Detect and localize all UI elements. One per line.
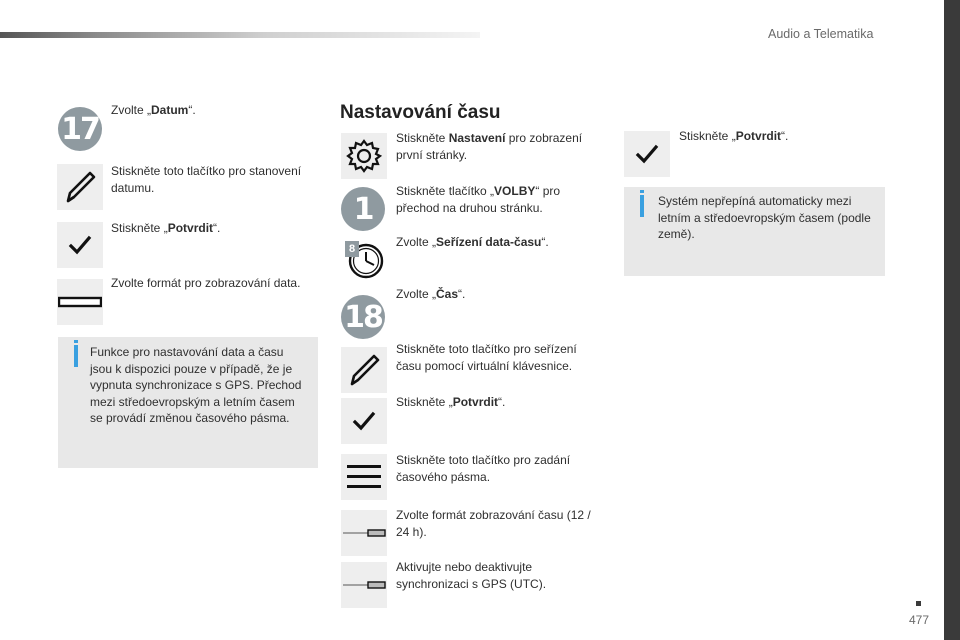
mid-step-5: Stiskněte toto tlačítko pro seřízení času pomocí virtuální klávesnice. [396, 342, 577, 373]
clock-step-badge: 8 [345, 241, 359, 257]
left-step-2: Stiskněte toto tlačítko pro stanovení datumu. [111, 164, 302, 195]
page-number: 477 [909, 613, 930, 627]
text-bold: Seřízení data-času [436, 235, 542, 249]
right-info-note [624, 187, 885, 276]
info-icon [640, 195, 644, 217]
text-bold: Potvrdit [735, 129, 782, 143]
text-pre: Stiskněte „ [111, 221, 168, 235]
mid-step-1 [396, 130, 596, 164]
format-bar-icon [58, 292, 102, 312]
mid-step-3 [396, 234, 596, 251]
left-step-4: Zvolte formát pro zobrazování data. [111, 276, 301, 290]
text-post: “ pro přechod na druhou stránku. [396, 184, 561, 215]
time-keyboard-button[interactable] [341, 347, 387, 393]
text-bold: VOLBY [494, 184, 536, 198]
confirm-button[interactable] [57, 222, 103, 268]
badge-number: 17 [61, 111, 99, 147]
text-post: “. [498, 395, 506, 409]
pencil-icon [60, 167, 100, 207]
mid-step-4 [396, 286, 596, 303]
toggle-slider-icon [342, 527, 386, 539]
text-post: “. [188, 103, 196, 117]
date-format-button[interactable] [57, 279, 103, 325]
text-pre: Stiskněte „ [679, 129, 736, 143]
time-zone-button[interactable] [341, 454, 387, 500]
step-badge-17 [58, 107, 102, 151]
text-post: “. [781, 129, 789, 143]
check-icon [635, 142, 659, 166]
note-text: Funkce pro nastavování data a času jsou k dispozici pouze v případě, že je vypnuta synchronizace s GPS. Přechod mezi středoevropským a letním časem se provádí změnou časového pásma. [90, 345, 302, 425]
text-post: “. [213, 221, 221, 235]
menu-icon [344, 457, 384, 497]
text-bold: Nastavení [448, 131, 506, 145]
left-step-3 [111, 220, 311, 237]
pencil-icon [344, 350, 384, 390]
text-bold: Datum [151, 103, 189, 117]
clock-button[interactable] [341, 239, 387, 279]
text-pre: Zvolte „ [396, 235, 437, 249]
left-info-note [58, 337, 318, 468]
gear-icon [344, 136, 384, 176]
badge-number: 18 [344, 299, 382, 335]
toggle-slider-icon [342, 579, 386, 591]
mid-step-9: Aktivujte nebo deaktivujte synchronizaci s GPS (UTC). [396, 560, 547, 591]
time-format-toggle[interactable] [341, 510, 387, 556]
step-badge-18 [341, 295, 385, 339]
text-post: “. [541, 235, 549, 249]
text-pre: Zvolte „ [396, 287, 437, 301]
badge-number: 1 [353, 191, 373, 227]
mid-step-7: Stiskněte toto tlačítko pro zadání časového pásma. [396, 453, 571, 484]
side-strip [944, 0, 960, 640]
mid-step-2 [396, 183, 596, 217]
text-pre: Zvolte „ [111, 103, 152, 117]
confirm-button[interactable] [341, 398, 387, 444]
check-icon [352, 409, 376, 433]
page-title: Nastavování času [340, 102, 501, 123]
left-step-1 [111, 102, 311, 119]
mid-step-8: Zvolte formát zobrazování času (12 / 24 h). [396, 508, 591, 539]
settings-button[interactable] [341, 133, 387, 179]
mid-step-6 [396, 394, 596, 411]
page-dot [916, 601, 921, 606]
top-decor-bar [0, 32, 480, 38]
text-pre: Stiskněte „ [396, 395, 453, 409]
pencil-button[interactable] [57, 164, 103, 210]
text-bold: Potvrdit [452, 395, 499, 409]
text-post: pro zobrazení první stránky. [396, 131, 583, 162]
text-bold: Potvrdit [167, 221, 214, 235]
text-post: “. [458, 287, 466, 301]
step-badge-1 [341, 187, 385, 231]
confirm-button[interactable] [624, 131, 670, 177]
right-step-1 [679, 128, 879, 145]
text-pre: Stiskněte [396, 131, 449, 145]
check-icon [68, 233, 92, 257]
note-text: Systém nepřepíná automaticky mezi letním a středoevropským časem (podle země). [658, 194, 871, 241]
text-pre: Stiskněte tlačítko „ [396, 184, 495, 198]
section-header: Audio a Telematika [768, 27, 874, 41]
gps-sync-toggle[interactable] [341, 562, 387, 608]
info-icon [74, 345, 78, 367]
text-bold: Čas [436, 287, 459, 301]
